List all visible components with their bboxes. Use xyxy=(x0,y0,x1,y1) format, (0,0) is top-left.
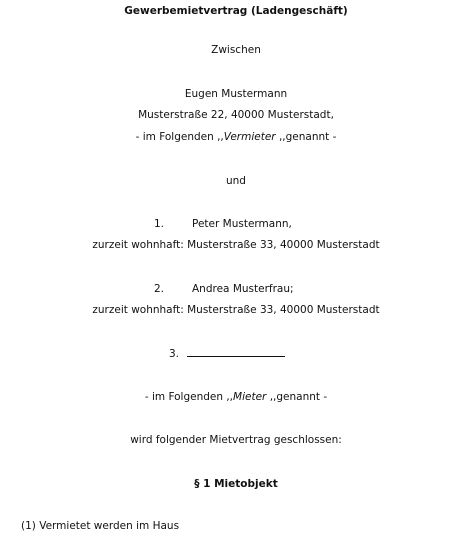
landlord-role-term: Vermieter xyxy=(223,131,276,143)
tenant-3-entry xyxy=(169,346,285,361)
tenant-2-number: 2. xyxy=(154,283,165,295)
concluded-statement: wird folgender Mietvertrag geschlossen: xyxy=(130,434,342,446)
landlord-role-post: ,,genannt - xyxy=(275,131,337,143)
tenant-role xyxy=(0,390,472,404)
tenant-3-number: 3. xyxy=(169,348,180,360)
section-1-heading: § 1 Mietobjekt xyxy=(194,478,278,490)
between-label: Zwischen xyxy=(211,44,261,56)
landlord-address: Musterstraße 22, 40000 Musterstadt, xyxy=(138,109,334,121)
landlord-role-pre: - im Folgenden ,, xyxy=(135,131,224,143)
tenant-1-number: 1. xyxy=(154,218,165,230)
tenant-role-pre: - im Folgenden ,, xyxy=(144,391,234,403)
document-title: Gewerbemietvertrag (Ladengeschäft) xyxy=(124,5,348,17)
tenant-1-address: zurzeit wohnhaft: Musterstraße 33, 40000 Musterstadt xyxy=(92,239,380,251)
tenant-3-blank-line xyxy=(187,346,285,357)
landlord-name: Eugen Mustermann xyxy=(184,88,288,100)
tenant-role-post: ,,genannt - xyxy=(266,391,328,403)
tenant-2-name: Andrea Musterfrau; xyxy=(192,283,294,295)
tenant-1-name: Peter Mustermann, xyxy=(192,218,292,230)
tenant-2-address: zurzeit wohnhaft: Musterstraße 33, 40000 Musterstadt xyxy=(92,304,380,316)
tenant-role-term: Mieter xyxy=(233,391,267,403)
section-1-paragraph-1: (1) Vermietet werden im Haus xyxy=(21,520,180,532)
and-label: und xyxy=(226,175,246,187)
landlord-role xyxy=(0,130,472,144)
